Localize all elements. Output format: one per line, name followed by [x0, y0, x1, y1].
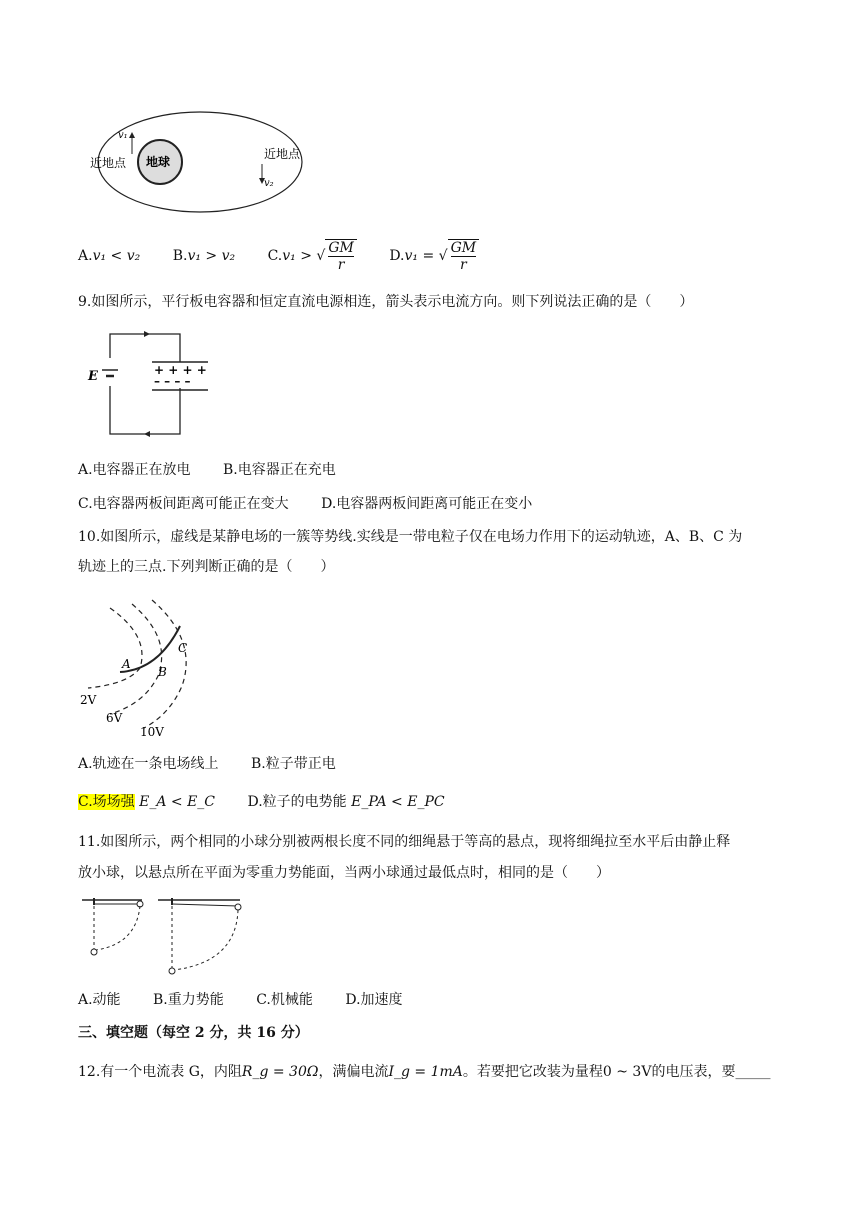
- q10-option-a: A.轨迹在一条电场线上: [78, 756, 219, 772]
- q8-option-a: A.v₁ < v₂: [78, 248, 141, 264]
- q8-option-b: B.v₁ > v₂: [172, 248, 236, 264]
- v2-label: v₂: [264, 178, 274, 189]
- battery-label: E: [88, 369, 98, 384]
- q11-option-c: C.机械能: [256, 992, 313, 1008]
- point-a-label: A: [122, 657, 131, 671]
- pendulum-figure: [80, 896, 250, 982]
- equipotential-10v: [144, 600, 186, 728]
- v1-arrowhead: [129, 132, 135, 138]
- earth-label: 地球: [146, 155, 171, 169]
- bottom-current-arrow: [144, 431, 150, 437]
- orbit-ellipse: [98, 112, 302, 212]
- near-right-label: 近地点: [264, 147, 301, 161]
- minus-charges: – – – –: [154, 374, 191, 388]
- q10-options-row1: [78, 754, 364, 774]
- label-10v: 10V: [140, 725, 164, 739]
- arc-right: [174, 910, 238, 970]
- q10-option-c: C.场场强 E_A < E_C: [78, 794, 216, 810]
- plus-charges: + + + +: [154, 363, 207, 377]
- q10-stem-line2: 轨迹上的三点.下列判断正确的是（ ）: [78, 559, 335, 575]
- q11-option-b: B.重力势能: [153, 992, 224, 1008]
- equipotential-2v: [88, 608, 142, 688]
- q11-options: [78, 990, 431, 1010]
- ball-left-bottom: [91, 949, 97, 955]
- q8-options: [78, 238, 507, 274]
- q8-option-c: C.v₁ > √ $\frac{GM}{r}$: [268, 238, 357, 274]
- point-b-label: B: [158, 665, 167, 679]
- q11-option-d: D.加速度: [345, 992, 403, 1008]
- q9-options-row2: [78, 494, 560, 514]
- q10-options-row2: [78, 789, 473, 815]
- q11-option-a: A.动能: [78, 992, 121, 1008]
- q10-stem-line1: 10.如图所示，虚线是某静电场的一簇等势线.实线是一带电粒子仅在电场力作用下的运动轨迹，A、B、C 为: [78, 529, 743, 545]
- q10-option-b: B.粒子带正电: [251, 756, 336, 772]
- q10-option-d: D.粒子的电势能 E_PA < E_PC: [247, 794, 445, 810]
- q11-stem-line2: 放小球，以悬点所在平面为零重力势能面，当两小球通过最低点时，相同的是（ ）: [78, 865, 610, 881]
- q12-stem: 12.有一个电流表 G，内阻R_g = 30Ω，满偏电流I_g = 1mA。若要把它改装为量程0 ~ 3V的电压表，要_____: [78, 1064, 771, 1080]
- label-2v: 2V: [80, 693, 97, 707]
- q11-stem-line1: 11.如图所示，两个相同的小球分别被两根长度不同的细绳悬于等高的悬点，现将细绳拉至水平后由静止释: [78, 834, 731, 850]
- ball-right-start: [235, 904, 241, 910]
- sqrt-gm-over-r: √ $\frac{GM}{r}$: [316, 238, 356, 274]
- q9-option-b: B.电容器正在充电: [223, 462, 336, 478]
- q8-option-d: D.v₁ = √ $\frac{GM}{r}$: [389, 238, 479, 274]
- capacitor-circuit-figure: [84, 328, 214, 440]
- orbit-figure: [80, 108, 320, 218]
- highlighted-text: C.场场强: [78, 794, 135, 810]
- sqrt-gm-over-r: √ $\frac{GM}{r}$: [439, 238, 479, 274]
- q9-option-c: C.电容器两板间距离可能正在变大: [78, 496, 289, 512]
- q9-option-d: D.电容器两板间距离可能正在变小: [321, 496, 533, 512]
- point-c-label: C: [178, 641, 188, 655]
- equipotential-figure: [80, 596, 220, 741]
- near-left-label: 近地点: [90, 156, 127, 170]
- section-heading: 三、填空题（每空 2 分，共 16 分）: [78, 1025, 309, 1041]
- string-right-horizontal: [172, 904, 238, 906]
- q9-options-row1: [78, 460, 364, 480]
- v1-label: v₁: [118, 130, 128, 141]
- q9-stem: 9.如图所示，平行板电容器和恒定直流电源相连，箭头表示电流方向。则下列说法正确的是（ ）: [78, 294, 694, 310]
- top-current-arrow: [144, 331, 150, 337]
- arc-left: [96, 906, 140, 950]
- q9-option-a: A.电容器正在放电: [78, 462, 191, 478]
- label-6v: 6V: [106, 711, 123, 725]
- ball-right-bottom: [169, 968, 175, 974]
